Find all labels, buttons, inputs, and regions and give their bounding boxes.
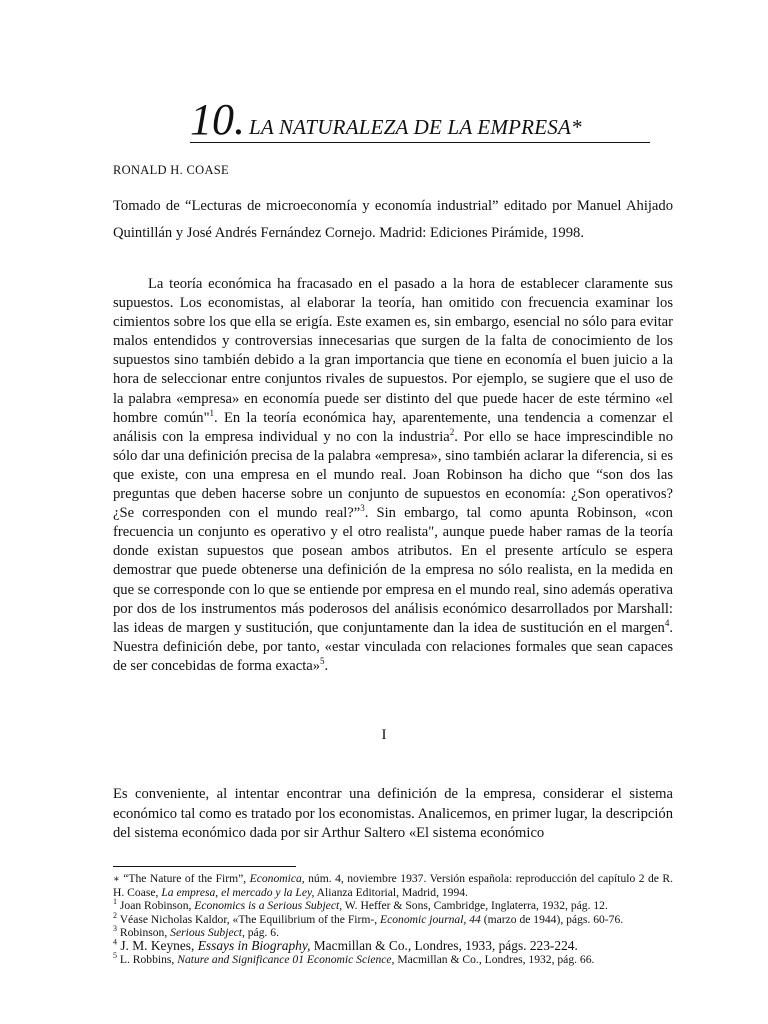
author-name: RONALD H. COASE: [113, 163, 229, 177]
footnote-4-title: Essays in Biography,: [197, 938, 311, 954]
paragraph-1-text-f: .: [324, 657, 329, 674]
footnote-1-number: 1: [113, 897, 117, 907]
footnote-1-text-a: Joan Robinson,: [117, 899, 195, 913]
body-paragraph-1: [113, 275, 673, 676]
chapter-number: 10.: [190, 95, 245, 144]
paragraph-1-text-d: . Sin embargo, tal como apunta Robinson, «con frecuencia un conjunto es operativo y el otro realista", aunque puede haber ramas de la teoría donde existan supuestos que posean ambos atributos. En el presente artículo se espera demostrar que puede obtenerse una definición de la empresa no sólo realista, en la medida en que se corresponde con lo que se entiende por empresa en el mundo real, sino además operativa por dos de los instrumentos más poderosos del análisis económico desarrollados por Marshall: las ideas de margen y sustitución, que conjuntamente dan la idea de sustitución en el margen: [113, 505, 673, 636]
footnote-1: [113, 899, 673, 912]
paragraph-1-text-c: . Por ello se hace imprescindible no sólo dar una definición precisa de la palabra «empresa», sino también aclarar la diferencia, si es que existe, con una empresa en el mundo real. Joan Robinson ha dicho que “son dos las preguntas que deben hacerse sobre un conjunto de supuestos en economía: ¿Son operativos? ¿Se corresponden con el mundo real?”: [113, 428, 674, 522]
section-heading: I: [381, 727, 387, 743]
footnote-5-number: 5: [113, 951, 117, 961]
chapter-title-text: LA NATURALEZA DE LA EMPRESA*: [249, 115, 582, 139]
footnote-star-book: La empresa, el mercado y la Ley,: [161, 886, 315, 900]
footnote-2-title: Economic journal, 44: [380, 912, 481, 926]
footnote-4-number: 4: [113, 937, 117, 947]
footnote-5: [113, 953, 673, 966]
chapter-title: [190, 95, 650, 144]
footnotes: [113, 872, 673, 966]
body-paragraph-2: Es conveniente, al intentar encontrar una definición de la empresa, considerar el sistema económico tal como es tratado por los economistas. Analicemos, en primer lugar, la descripción del sistema económico dada por sir Arthur Saltero «El sistema económico: [113, 786, 673, 841]
paragraph-1-text-e: . Nuestra definición debe, por tanto, «estar vinculada con relaciones formales que sean capaces de ser concebidas de forma exacta»: [113, 619, 673, 674]
source-note: Tomado de “Lecturas de microeconomía y economía industrial” editado por Manuel Ahijado Quintillán y José Andrés Fernández Cornejo. Madrid: Ediciones Pirámide, 1998.: [113, 198, 673, 241]
footnote-ref-4: 4: [664, 617, 670, 628]
footnote-ref-2: 2: [449, 426, 455, 437]
paragraph-1-text-a: La teoría económica ha fracasado en el pasado a la hora de establecer claramente sus supuestos. Los economistas, al elaborar la teoría, han omitido con frecuencia examinar los cimientos sobre los que ella se erigía. Este examen es, sin embargo, esencial no sólo para evitar malos entendidos y controversias innecesarias que surgen de la falta de conocimiento de los supuestos sino también debido a la gran importancia que tiene en economía el buen juicio a la hora de seleccionar entre conjuntos rivales de supuestos. Por ejemplo, se sugiere que el uso de la palabra «empresa» en economía puede ser distinto del que puede hacer de este término «el hombre común": [113, 276, 673, 426]
footnote-star-marker: ∗: [113, 874, 120, 885]
footnote-ref-3: 3: [360, 503, 365, 514]
footnote-3-text-b: pág. 6.: [244, 925, 279, 939]
footnote-star: [113, 872, 673, 899]
footnote-4-text-b: Macmillan & Co., Londres, 1933, págs. 223-224.: [310, 938, 578, 954]
footnote-3-number: 3: [113, 923, 117, 933]
footnote-2-number: 2: [113, 910, 117, 920]
footnote-2-text-a: Véase Nicholas Kaldor, «The Equilibrium of the Firm-,: [117, 912, 381, 926]
footnote-ref-1: 1: [209, 407, 215, 418]
paragraph-1-text-b: . En la teoría económica hay, aparentemente, una tendencia a comenzar el análisis con la empresa individual y no con la industria: [113, 409, 674, 445]
footnote-1-text-b: W. Heffer & Sons, Cambridge, Inglaterra, 1932, pág. 12.: [342, 899, 608, 913]
footnote-star-text-a: “The Nature of the Firm”,: [119, 872, 250, 885]
footnote-5-text-b: Macmillan & Co., Londres, 1932, pág. 66.: [394, 953, 595, 967]
footnote-5-title: Nature and Significance 01 Economic Science,: [177, 953, 395, 967]
footnote-divider: [113, 866, 296, 867]
footnote-3-title: Serious Subject,: [170, 925, 245, 939]
footnote-star-journal: Economica,: [249, 872, 305, 885]
footnote-star-text-c: Alianza Editorial, Madrid, 1994.: [314, 886, 468, 900]
footnote-2: [113, 910, 673, 926]
footnote-1-title: Economics is a Serious Subject,: [194, 899, 343, 913]
footnote-4-text-a: J. M. Keynes,: [117, 938, 198, 954]
footnote-5-text-a: L. Robbins,: [117, 953, 178, 967]
footnote-4: [113, 939, 673, 953]
footnote-ref-5: 5: [320, 656, 325, 667]
footnote-star-text-b: núm. 4, noviembre 1937. Versión española: reproducción del capítulo 2 de R. H. Coase,: [113, 872, 673, 900]
footnote-3-text-a: Robinson,: [117, 925, 171, 939]
footnote-2-text-b: (marzo de 1944), págs. 60-76.: [480, 912, 624, 926]
